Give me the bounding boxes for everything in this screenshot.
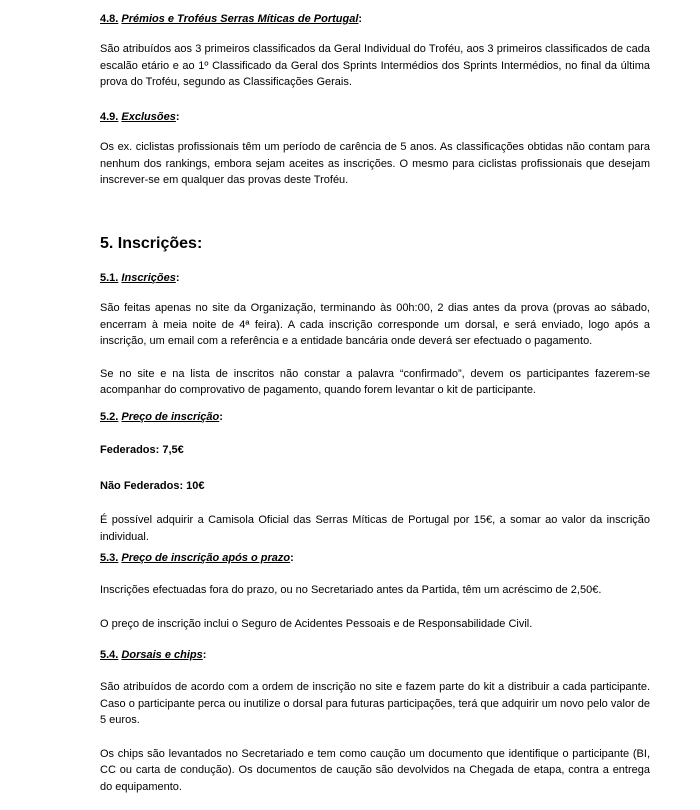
paragraph: Se no site e na lista de inscritos não constar a palavra “confirmado”, devem os participantes fazerem-se acompanhar do comprovativo de pagamento, quando forem levantar o kit de participante. xyxy=(100,367,650,396)
heading-colon: : xyxy=(175,272,180,284)
section-5-2 xyxy=(100,410,650,545)
section-title: Preço de inscrição após o prazo xyxy=(121,552,291,564)
heading-colon: : xyxy=(219,411,223,423)
section-heading xyxy=(100,271,650,285)
paragraph: É possível adquirir a Camisola Oficial das Serras Míticas de Portugal por 15€, a somar ao valor da inscrição individual. xyxy=(100,514,650,543)
section-number: 5.3. xyxy=(100,552,119,564)
section-title: Dorsais e chips xyxy=(121,649,203,661)
price-federados: Federados: 7,5€ xyxy=(100,444,184,456)
section-4-9 xyxy=(100,110,650,189)
section-title: Preço de inscrição xyxy=(121,411,220,423)
section-5 xyxy=(100,234,650,254)
section-title: Prémios e Troféus Serras Míticas de Portugal xyxy=(121,13,359,25)
section-number: 5.2. xyxy=(100,411,119,423)
paragraph: São atribuídos aos 3 primeiros classificados da Geral Individual do Troféu, aos 3 primeiros classificados de cada escalão etário e ao 1º Classificado da Geral dos Sprints Intermédios dos Sprints Intermédios, no final da última prova do Troféu, segundo as Classificações Gerais. xyxy=(100,43,650,88)
paragraph: O preço de inscrição inclui o Seguro de Acidentes Pessoais e de Responsabilidade Civil. xyxy=(100,617,533,630)
section-heading xyxy=(100,648,650,662)
section-5-1 xyxy=(100,271,650,399)
chapter-heading: 5. Inscrições: xyxy=(100,235,203,252)
paragraph: São atribuídos de acordo com a ordem de inscrição no site e fazem parte do kit a distribuir a cada participante. Caso o participante perca ou inutilize o dorsal para futuras participações, terá que adquirir um novo pelo valor de 5 euros. xyxy=(100,681,650,726)
section-5-4 xyxy=(100,648,650,795)
paragraph: São feitas apenas no site da Organização, terminando às 00h:00, 2 dias antes da prova (provas ao sábado, encerram à meia noite de 4ª feira). A cada inscrição corresponde um dorsal, e será enviado, logo após a inscrição, um email com a referência e a entidade bancária onde deverá ser efectuado o pagamento. xyxy=(100,302,650,347)
section-heading xyxy=(100,410,650,424)
section-heading xyxy=(100,551,650,565)
paragraph: Os ex. ciclistas profissionais têm um período de carência de 5 anos. As classificações obtidas não contam para nenhum dos rankings, embora sejam aceites as inscrições. O mesmo para ciclistas profissionais que desejam inscrever-se em qualquer das provas deste Troféu. xyxy=(100,141,650,186)
heading-colon: : xyxy=(358,13,363,25)
section-number: 4.8. xyxy=(100,13,119,25)
paragraph: Inscrições efectuadas fora do prazo, ou no Secretariado antes da Partida, têm um acréscimo de 2,50€. xyxy=(100,584,602,596)
section-title: Inscrições xyxy=(121,272,176,284)
heading-colon: : xyxy=(175,111,180,123)
section-heading xyxy=(100,12,650,26)
section-number: 4.9. xyxy=(100,111,119,123)
section-number: 5.4. xyxy=(100,649,119,661)
section-number: 5.1. xyxy=(100,272,119,284)
heading-colon: : xyxy=(290,552,294,564)
section-heading xyxy=(100,110,650,124)
section-5-3 xyxy=(100,551,650,632)
section-4-8 xyxy=(100,12,650,91)
section-title: Exclusões xyxy=(121,111,176,123)
price-nao-federados: Não Federados: 10€ xyxy=(100,479,205,492)
heading-colon: : xyxy=(202,649,207,661)
paragraph: Os chips são levantados no Secretariado e tem como caução um documento que identifique o participante (BI, CC ou carta de condução). Os documentos de caução são devolvidos na Chegada de etapa, contra a entrega do equipamento. xyxy=(100,747,650,793)
